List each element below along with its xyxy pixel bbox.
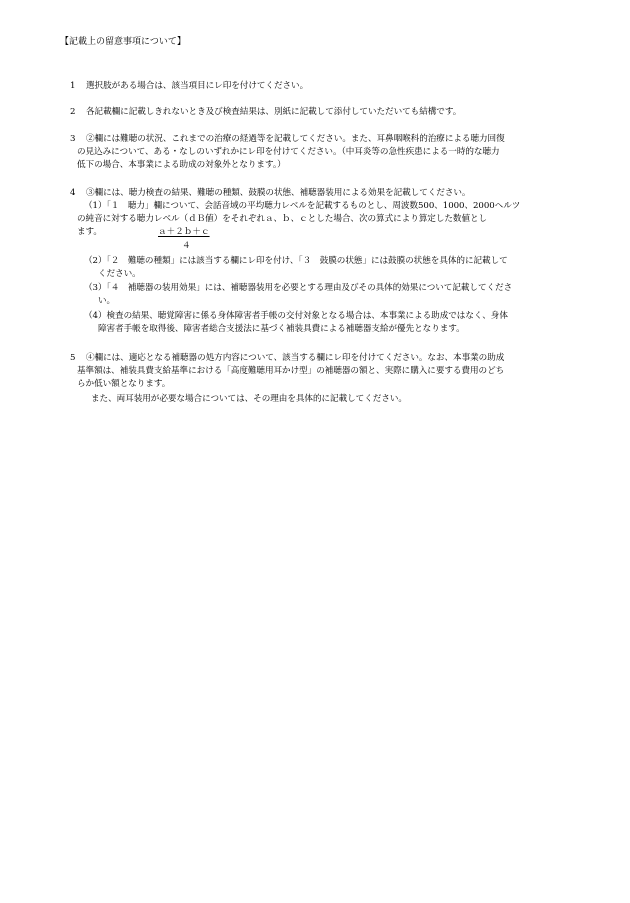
- item-text: また、両耳装用が必要な場合については、その理由を具体的に記載してください。: [91, 394, 407, 404]
- sub-item-text: ください。: [98, 269, 141, 279]
- sub-item-text: （3）「４ 補聴器の装用効果」には、補聴器装用を必要とする理由及びその具体的効果について記載してくださ: [84, 283, 513, 293]
- item-number: 2: [70, 107, 76, 117]
- item-text: の見込みについて、ある・なしのいずれかにレ印を付けてください。（中耳炎等の急性疾患による一時的な聴力: [77, 147, 500, 157]
- item-text: ②欄には難聴の状況、これまでの治療の経過等を記載してください。また、耳鼻咽喉科的治療による聴力回復: [86, 134, 505, 144]
- item-text: ④欄には、適応となる補聴器の処方内容について、該当する欄にレ印を付けてください。なお、本事業の助成: [86, 353, 505, 363]
- sub-item-text: ます。: [77, 227, 102, 237]
- item-text: 基準額は、補装具費支給基準における「高度難聴用耳かけ型」の補聴器の額と、実際に購入に要する費用のどち: [77, 366, 505, 376]
- item-number: 5: [70, 353, 76, 363]
- sub-item-text: （2）「２ 難聴の種類」には該当する欄にレ印を付け、「３ 鼓膜の状態」には鼓膜の状態を具体的に記載して: [84, 256, 508, 266]
- section-heading: 【記載上の留意事項について】: [60, 37, 186, 47]
- sub-item-text: い。: [98, 296, 116, 306]
- formula-denominator: ４: [182, 241, 191, 251]
- sub-item-text: （4）検査の結果、聴覚障害に係る身体障害者手帳の交付対象となる場合は、本事業による助成ではなく、身体: [84, 311, 508, 321]
- item-number: 3: [70, 134, 76, 144]
- item-text: 各記載欄に記載しきれないとき及び検査結果は、別紙に記載して添付していただいても結構です。: [86, 107, 462, 117]
- item-text: 低下の場合、本事業による助成の対象外となります。）: [77, 160, 286, 170]
- item-text: 選択肢がある場合は、該当項目にレ印を付けてください。: [86, 81, 309, 91]
- item-number: 1: [70, 81, 76, 91]
- item-text: ③欄には、聴力検査の結果、難聴の種類、鼓膜の状態、補聴器装用による効果を記載してください。: [86, 188, 471, 198]
- sub-item-text: 障害者手帳を取得後、障害者総合支援法に基づく補装具費による補聴器支給が優先となります。: [98, 324, 465, 334]
- item-number: 4: [70, 188, 76, 198]
- item-text: らか低い額となります。: [77, 379, 171, 389]
- formula-numerator: ａ＋２ｂ＋ｃ: [158, 227, 210, 237]
- sub-item-text: の純音に対する聴力レベル（ｄＢ値）をそれぞれａ、ｂ、ｃとした場合、次の算式により算定した数値とし: [77, 214, 488, 224]
- sub-item-text: （1）「１ 聴力」欄について、会話音域の平均聴力レベルを記載するものとし、周波数500、1000、2000ヘルツ: [84, 201, 521, 211]
